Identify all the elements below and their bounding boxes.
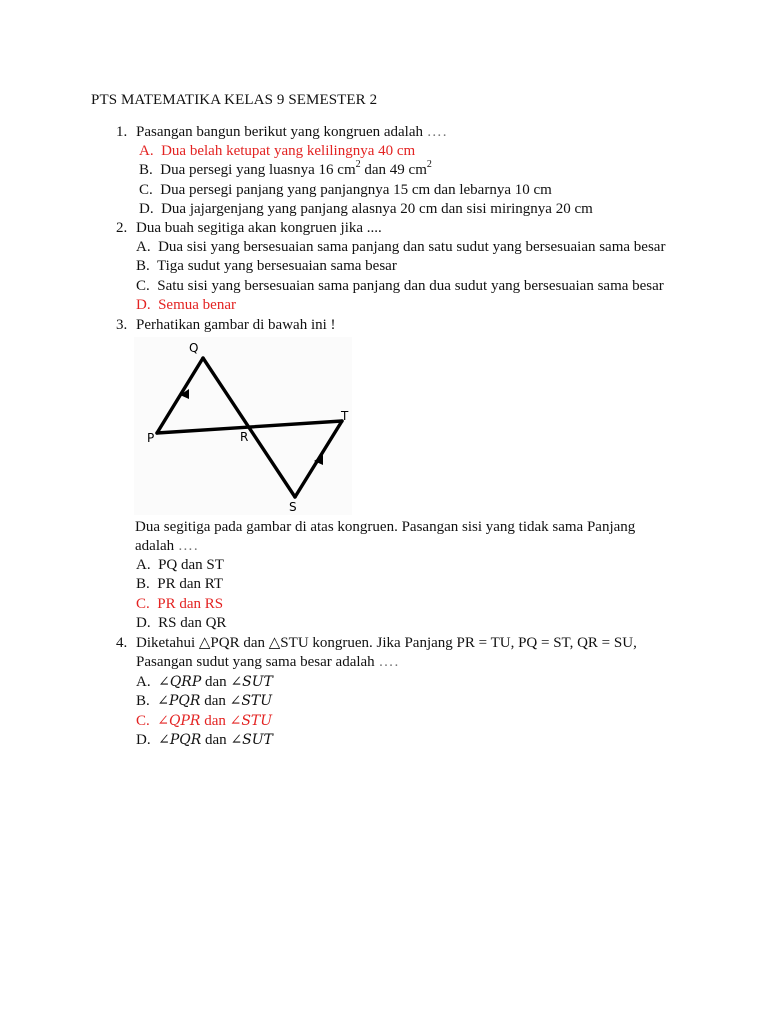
angle-1: ∠PQR	[157, 693, 201, 709]
angle-2: ∠SUT	[230, 674, 273, 690]
q3-statement-line2	[135, 537, 199, 556]
option-letter: B.	[136, 693, 150, 709]
option-text: Dua sisi yang bersesuaian sama panjang dan satu sudut yang bersesuaian sama besar	[158, 239, 666, 255]
q3-question: Perhatikan gambar di bawah ini !	[136, 317, 336, 333]
q3-option-a	[136, 556, 224, 575]
congruent-triangles-figure	[134, 337, 352, 515]
angle-1: ∠QPR	[157, 713, 201, 729]
option-text: Satu sisi yang bersesuaian sama panjang dan dua sudut yang bersesuaian sama besar	[157, 278, 664, 294]
option-letter: A.	[139, 143, 154, 159]
q4-option-c	[136, 712, 272, 731]
angle-1: ∠QRP	[158, 674, 202, 690]
q4-line2-text: Pasangan sudut yang sama besar adalah	[136, 654, 375, 670]
option-letter: D.	[139, 201, 154, 217]
q4-option-d	[136, 731, 273, 750]
label-q: Q	[189, 341, 199, 355]
angle-1: ∠PQR	[158, 732, 202, 748]
dan-word: dan	[205, 732, 227, 748]
option-letter: C.	[136, 278, 150, 294]
option-letter: C.	[136, 596, 150, 612]
q1-option-c	[139, 181, 552, 200]
option-letter: B.	[136, 576, 150, 592]
dan-word: dan	[204, 713, 226, 729]
q4-number: 4.	[116, 635, 128, 651]
q1-number: 1.	[116, 124, 128, 140]
dan-word: dan	[205, 674, 227, 690]
dan-word: dan	[204, 693, 226, 709]
q4-line2	[136, 653, 399, 672]
angle-2: ∠STU	[229, 713, 273, 729]
q3-statement-text: adalah	[135, 538, 175, 554]
option-text-cont: dan 49 cm	[360, 162, 427, 178]
option-letter: C.	[139, 182, 153, 198]
q3-statement-line1: Dua segitiga pada gambar di atas kongruen. Pasangan sisi yang tidak sama Panjang	[135, 519, 636, 535]
option-letter: A.	[136, 674, 151, 690]
document-title: PTS MATEMATIKA KELAS 9 SEMESTER 2	[91, 92, 378, 108]
label-p: P	[147, 431, 155, 445]
option-letter: C.	[136, 713, 150, 729]
label-t: T	[341, 409, 349, 423]
option-text: Semua benar	[158, 297, 236, 313]
q4-option-a	[136, 673, 273, 692]
q3-option-d	[136, 614, 226, 633]
option-text: PR dan RT	[157, 576, 224, 592]
option-text: PQ dan ST	[158, 557, 224, 573]
option-text: Dua persegi yang luasnya 16 cm	[160, 162, 356, 178]
option-text: Dua jajargenjang yang panjang alasnya 20 cm dan sisi miringnya 20 cm	[161, 201, 593, 217]
q1-option-a	[139, 142, 415, 161]
q4-dots: ….	[378, 654, 400, 670]
option-letter: A.	[136, 557, 151, 573]
angle-2: ∠STU	[229, 693, 273, 709]
option-text: Dua persegi panjang yang panjangnya 15 cm dan lebarnya 10 cm	[160, 182, 552, 198]
q2-option-b	[136, 257, 397, 276]
q4-line1: Diketahui △PQR dan △STU kongruen. Jika Panjang PR = TU, PQ = ST, QR = SU,	[136, 635, 637, 651]
option-text: RS dan QR	[158, 615, 227, 631]
q1-question	[136, 123, 448, 142]
q4-option-b	[136, 692, 272, 711]
q3-option-b	[136, 575, 223, 594]
q1-option-d	[139, 200, 593, 219]
q3-number: 3.	[116, 317, 128, 333]
option-text: PR dan RS	[157, 596, 224, 612]
q1-question-text: Pasangan bangun berikut yang kongruen adalah	[136, 124, 423, 140]
q2-option-a	[136, 238, 665, 257]
q3-option-c	[136, 595, 223, 614]
option-letter: D.	[136, 732, 151, 748]
q2-option-c	[136, 277, 664, 296]
q3-dots: ….	[177, 538, 199, 554]
label-s: S	[289, 500, 297, 514]
q2-option-d	[136, 296, 236, 315]
option-letter: B.	[136, 258, 150, 274]
option-letter: B.	[139, 162, 153, 178]
q2-question: Dua buah segitiga akan kongruen jika ....	[136, 220, 382, 236]
option-letter: D.	[136, 615, 151, 631]
q2-number: 2.	[116, 220, 128, 236]
option-text: Dua belah ketupat yang kelilingnya 40 cm	[161, 143, 416, 159]
superscript: 2	[355, 159, 361, 170]
superscript: 2	[426, 159, 432, 170]
angle-2: ∠SUT	[230, 732, 273, 748]
label-r: R	[240, 430, 249, 444]
option-letter: D.	[136, 297, 151, 313]
option-letter: A.	[136, 239, 151, 255]
option-text: Tiga sudut yang bersesuaian sama besar	[157, 258, 397, 274]
q1-dots: ….	[426, 124, 448, 140]
q1-option-b	[139, 161, 432, 180]
